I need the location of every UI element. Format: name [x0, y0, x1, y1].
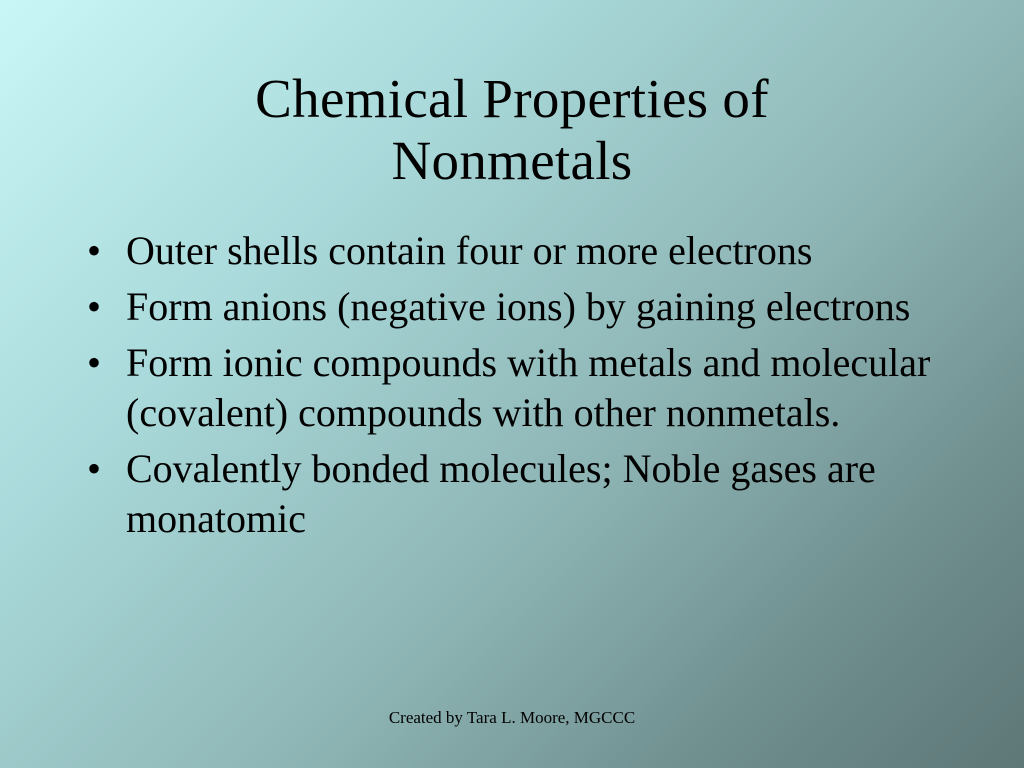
bullet-item-1	[82, 226, 942, 276]
bullet-point-icon: •	[86, 284, 101, 329]
bullet-text-3: Form ionic compounds with metals and molecular (covalent) compounds with other nonmetals.	[126, 340, 931, 435]
footer-credit: Created by Tara L. Moore, MGCCC	[388, 708, 636, 727]
bullet-text-4: Covalently bonded molecules; Noble gases are monatomic	[126, 446, 876, 541]
slide-title-line-1: Chemical Properties of	[255, 68, 769, 129]
bullet-item-3	[82, 338, 942, 438]
bullet-text-1: Outer shells contain four or more electrons	[126, 228, 813, 273]
bullet-list	[82, 226, 942, 550]
bullet-item-2	[82, 282, 942, 332]
bullet-point-icon: •	[86, 340, 101, 385]
bullet-item-4	[82, 444, 942, 544]
slide-title	[112, 68, 912, 192]
bullet-point-icon: •	[86, 228, 101, 273]
bullet-text-2: Form anions (negative ions) by gaining electrons	[126, 284, 911, 329]
slide-title-line-2: Nonmetals	[391, 130, 633, 191]
bullet-point-icon: •	[86, 446, 101, 491]
